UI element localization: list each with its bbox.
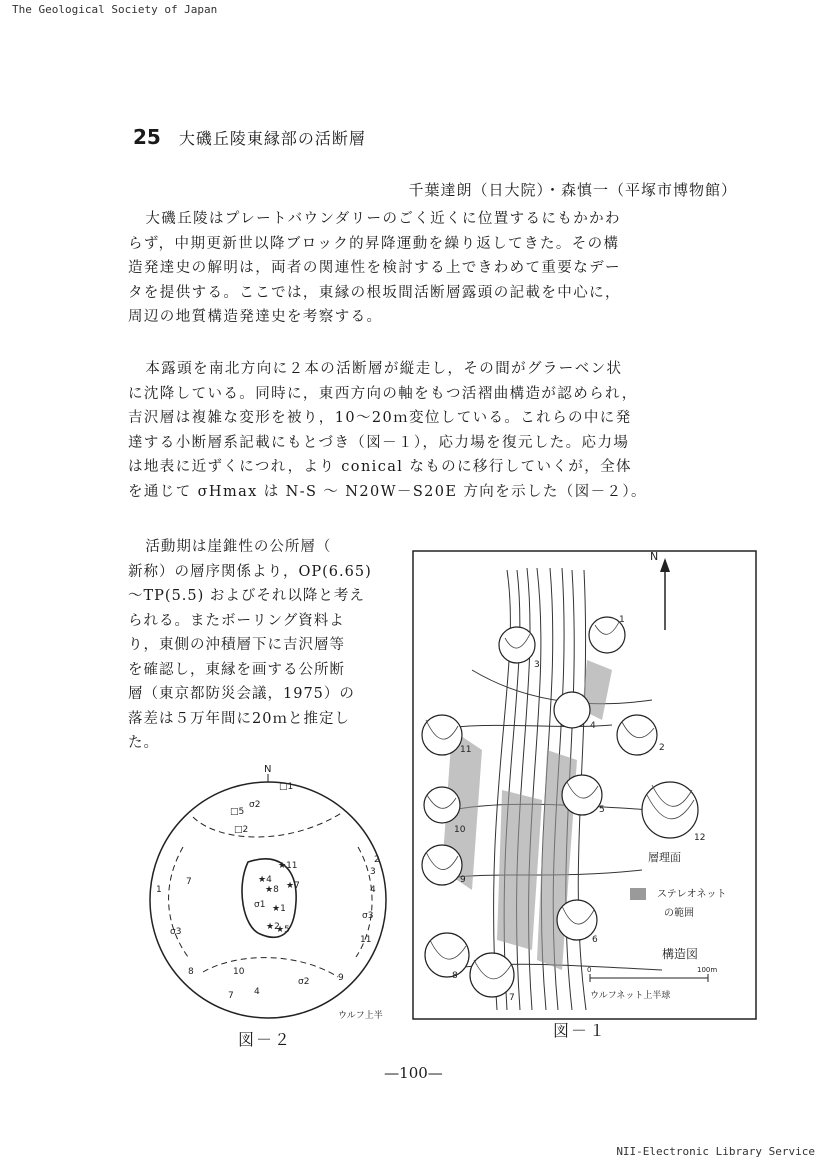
stereo-number: 2 (659, 743, 665, 753)
text-line: 層（東京都防災会議，1975）の (128, 686, 355, 702)
text-line: 造発達史の解明は，両者の関連性を検討する上できわめて重要なデー (128, 260, 621, 276)
point: 10 (233, 967, 245, 977)
figure-2-caption: 図－２ (238, 1030, 293, 1049)
inner-point: ★4 (258, 875, 272, 885)
point-label: □5 (230, 807, 245, 817)
library-footer: NII-Electronic Library Service (616, 1145, 815, 1158)
text-line: 落差は５万年間に20ｍと推定し (128, 710, 350, 727)
sigma-label: σ2 (249, 800, 261, 810)
text-line: らず，中期更新世以降ブロック的昇降運動を繰り返してきた。その構 (128, 235, 620, 252)
sigma-label: σ3 (362, 911, 374, 921)
text-line: 周辺の地質構造発達史を考察する。 (128, 309, 383, 325)
stereo-number: 11 (460, 745, 472, 755)
paragraph-1 (128, 207, 758, 330)
point: 4 (370, 885, 376, 895)
text-line: は地表に近ずくにつれ，より conical なものに移行していくが，全体 (128, 459, 632, 475)
stereo-number: 5 (599, 805, 605, 815)
point: 7 (186, 877, 192, 887)
stereo-number: 7 (509, 993, 515, 1003)
inner-point: ★11 (278, 861, 298, 871)
stereo-number: 3 (534, 660, 540, 670)
figure-1-structure-map (412, 550, 757, 1024)
legend-stereo: ステレオネット (657, 889, 727, 900)
inner-point: ★5 (276, 925, 290, 935)
text-line: を通じて σHmax は N-S ～ N20W－S20E 方向を示した（図－２）。 (128, 483, 647, 500)
text-line: 本露頭を南北方向に２本の活断層が縦走し，その間がグラーベン状 (145, 361, 623, 377)
point: 4 (254, 987, 260, 997)
journal-header: The Geological Society of Japan (12, 3, 218, 16)
text-line: タを提供する。ここでは，東縁の根坂間活断層露頭の記載を中心に， (128, 284, 621, 301)
text-line: た。 (128, 735, 159, 751)
scale-label: 100m (697, 966, 718, 974)
point: 9 (338, 973, 344, 983)
sigma-label: σ1 (254, 900, 266, 910)
stereo-number: 10 (454, 825, 466, 835)
point: 1 (156, 885, 162, 895)
figure-2-stereonet (148, 762, 398, 1026)
article-number: 25 (133, 125, 161, 149)
inner-point: ★2 (266, 922, 280, 932)
paragraph-2 (128, 357, 758, 504)
scale-zero: 0 (587, 966, 592, 974)
paragraph-3 (128, 535, 410, 756)
text-line: 活動期は崖錐性の公所層（ (145, 539, 332, 555)
text-line: 吉沢層は複雑な変形を被り，10～20ｍ変位している。これらの中に発 (128, 410, 632, 426)
stereo-number: 8 (452, 971, 458, 981)
point-label: □1 (279, 782, 294, 792)
text-line: 達する小断層系記載にもとづき（図－１），応力場を復元した。応力場 (128, 434, 630, 451)
stereo-number: 4 (590, 721, 596, 731)
text-line: を確認し，東縁を画する公所断 (128, 661, 345, 678)
stereo-number: 9 (460, 875, 466, 885)
legend-swatch (630, 888, 646, 900)
north-label: N (264, 764, 272, 775)
north-label: N (650, 550, 659, 563)
stereo-number: 6 (592, 935, 598, 945)
stereo-number: 1 (619, 615, 625, 625)
text-line: り，東側の沖積層下に吉沢層等 (128, 637, 345, 653)
sigma-label: σ3 (170, 927, 182, 937)
point: 3 (370, 867, 376, 877)
text-line: ～TP(5.5) およびそれ以降と考え (128, 588, 365, 604)
text-line: 新称）の層序関係より，OP(6.65) (128, 563, 372, 580)
text-line: に沈降している。同時に，東西方向の軸をもつ活褶曲構造が認められ， (128, 385, 638, 402)
figure-1-caption: 図－１ (553, 1021, 608, 1040)
text-line: 大磯丘陵はプレートバウンダリーのごく近くに位置するにもかかわ (145, 211, 621, 227)
inner-point: ★8 (265, 885, 279, 895)
point: 2 (374, 855, 380, 865)
legend-stereo-range: の範囲 (664, 908, 694, 919)
authors: 千葉達朗（日大院）・森慎一（平塚市博物館） (408, 181, 737, 199)
point: 11 (360, 935, 372, 945)
inner-point: ★1 (272, 904, 286, 914)
page-number: —100— (384, 1064, 443, 1082)
article-title (133, 125, 366, 149)
point: 8 (188, 967, 194, 977)
text-line: られる。またボーリング資料よ (128, 612, 345, 629)
wulff-label: ウルフ上半 (338, 1011, 383, 1021)
point-label: □2 (234, 825, 249, 835)
wulff-label: ウルフネット上半球 (590, 991, 671, 1001)
structure-label: 構造図 (662, 947, 699, 961)
sigma-label: σ2 (298, 977, 310, 987)
legend-bedding: 層理面 (648, 851, 681, 864)
point: 7 (228, 991, 234, 1001)
stereo-number: 12 (694, 833, 706, 843)
inner-point: ★7 (286, 881, 300, 891)
article-title-text: 大磯丘陵東縁部の活断層 (178, 129, 366, 148)
